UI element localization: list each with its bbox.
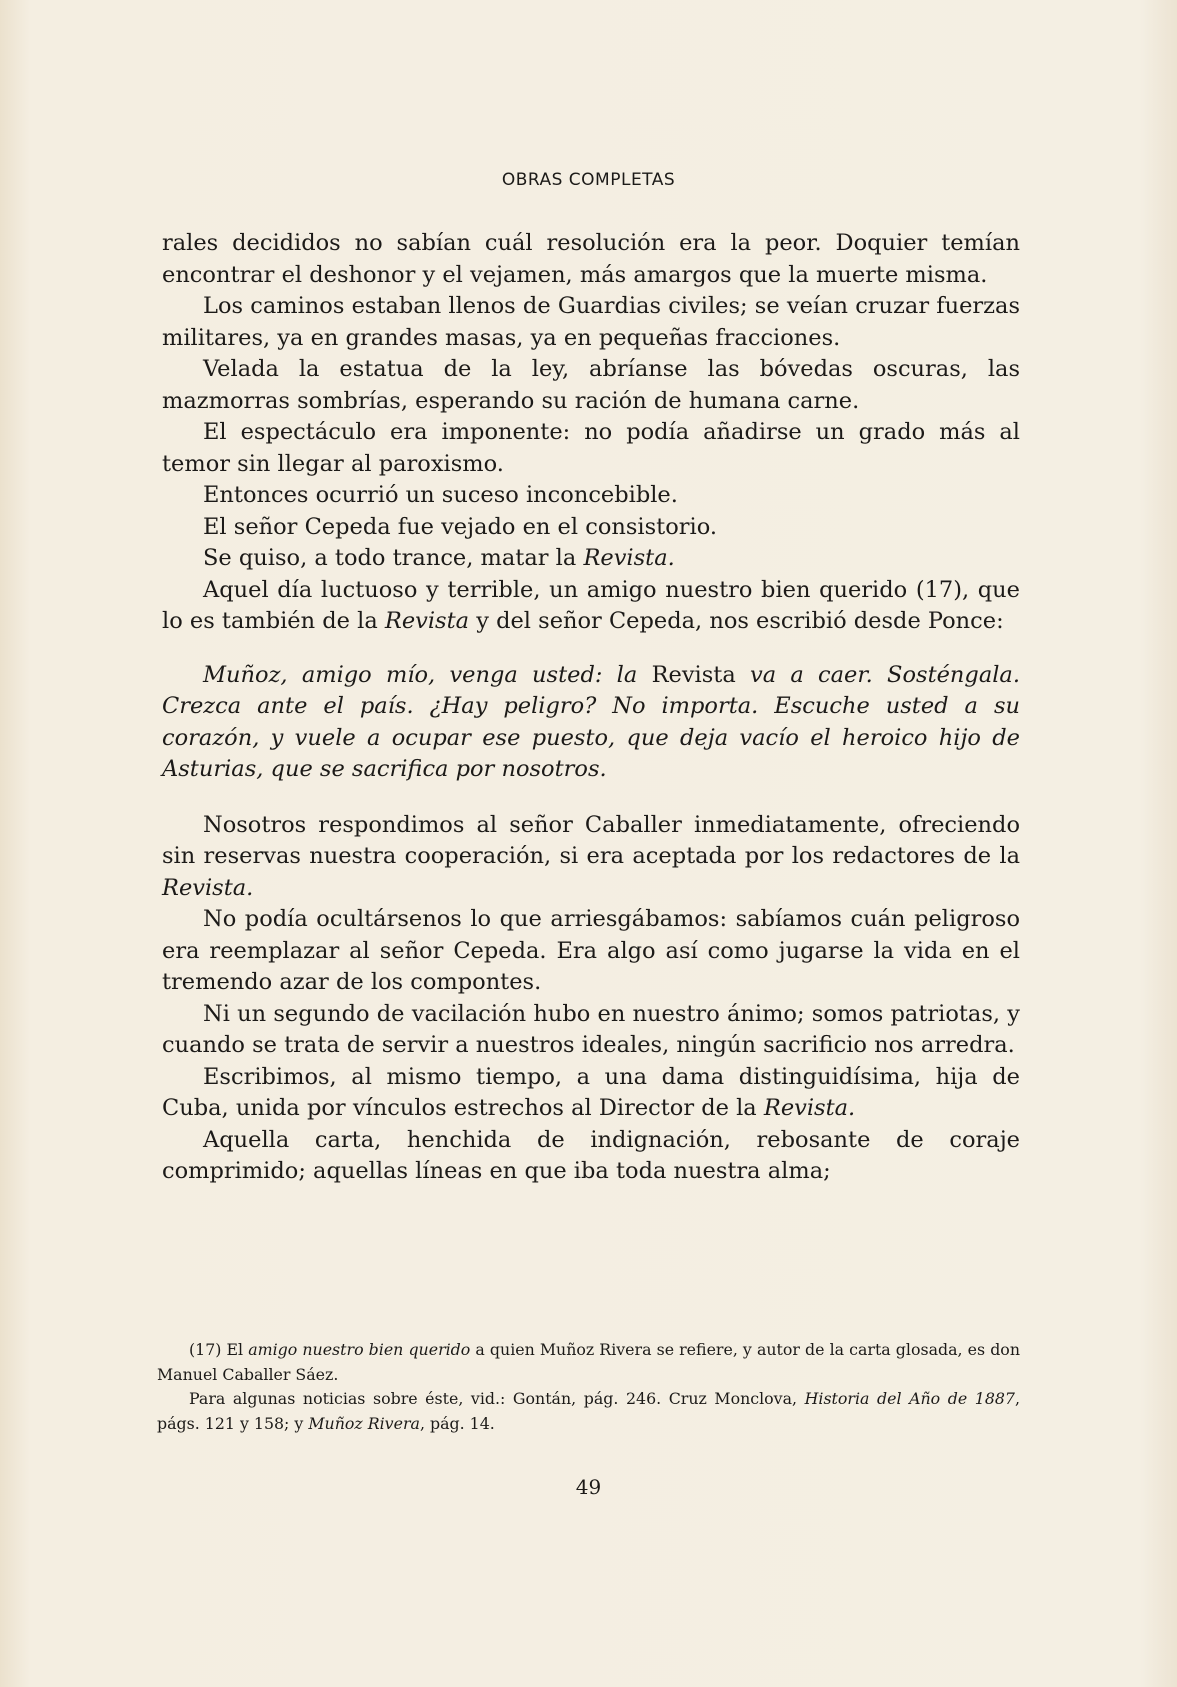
text-run: y del señor Cepeda, nos escribió desde Ponce: xyxy=(469,608,1004,634)
paragraph: Los caminos estaban llenos de Guardias civiles; se veían cruzar fuerzas militares, ya en grandes masas, ya en pequeñas fracciones. xyxy=(162,293,1020,351)
paragraph xyxy=(162,543,1020,575)
text-run: Escribimos, al mismo tiempo, a una dama distinguidísima, hija de Cuba, unida por vínculos estrechos al Director de la xyxy=(162,1063,1020,1121)
page-number: 49 xyxy=(575,1475,602,1499)
upright-title: Revista xyxy=(651,661,736,688)
paragraph xyxy=(162,575,1020,638)
text-run: Para algunas noticias sobre éste, vid.: Gontán, pág. 246. Cruz Monclova, xyxy=(189,1389,805,1408)
paragraph xyxy=(162,810,1020,905)
footnote xyxy=(157,1338,1020,1387)
italic-title: Revista. xyxy=(583,545,675,571)
italic-title: Revista. xyxy=(162,874,254,901)
paragraph: No podía ocultársenos lo que arriesgábamos: sabíamos cuán peligroso era reemplazar al señor Cepeda. Era algo así como jugarse la vida en el tremendo azar de los compontes. xyxy=(162,906,1020,995)
paragraph: rales decididos no sabían cuál resolución era la peor. Doquier temían encontrar el deshonor y el vejamen, más amargos que la muerte misma. xyxy=(162,230,1020,288)
italic-title: Historia del Año de 1887 xyxy=(804,1389,1015,1408)
text-run: Nosotros respondimos al señor Caballer inmediatamente, ofreciendo sin reservas nuestra cooperación, si era aceptada por los redactores de la xyxy=(162,811,1020,869)
text-run: Se quiso, a todo trance, matar la xyxy=(203,545,584,571)
paragraph: El espectáculo era imponente: no podía añadirse un grado más al temor sin llegar al paroxismo. xyxy=(162,419,1020,477)
running-header: OBRAS COMPLETAS xyxy=(501,170,676,190)
paragraph: Aquella carta, henchida de indignación, rebosante de coraje comprimido; aquellas líneas en que iba toda nuestra alma; xyxy=(162,1126,1020,1184)
text-run: Muñoz, amigo mío, venga usted: la xyxy=(203,661,652,688)
italic-text: amigo nuestro bien querido xyxy=(248,1340,471,1359)
main-text xyxy=(162,228,1020,1188)
paragraph: Ni un segundo de vacilación hubo en nuestro ánimo; somos patriotas, y cuando se trata de servir a nuestros ideales, ningún sacrificio nos arredra. xyxy=(162,1000,1020,1058)
text-run: (17) El xyxy=(189,1340,249,1359)
quoted-letter xyxy=(162,660,1020,786)
paragraph xyxy=(162,1062,1020,1125)
text-run: , pág. 14. xyxy=(419,1413,495,1433)
paragraph: El señor Cepeda fue vejado en el consistorio. xyxy=(203,513,717,540)
text-run: , págs. 121 y 158; y xyxy=(157,1389,1021,1433)
text-run: a quien Muñoz Rivera se refiere, y autor de la carta glosada, es don Manuel Caballer Sáez. xyxy=(157,1340,1020,1384)
footnotes xyxy=(157,1338,1020,1436)
text-run: Aquel día luctuoso y terrible, un amigo nuestro bien querido (17), que lo es también de la xyxy=(162,576,1020,634)
italic-title: Revista xyxy=(384,608,470,634)
footnote xyxy=(157,1387,1020,1436)
italic-title: Revista. xyxy=(763,1095,856,1121)
text-run: va a caer. Sosténgala. Crezca ante el país. ¿Hay peligro? No importa. Escuche usted a su corazón, y vuele a ocupar ese puesto, que deja vacío el heroico hijo de Asturias, que se sacrifica por nosotros. xyxy=(162,661,1020,782)
paragraph: Velada la estatua de la ley, abríanse las bóvedas oscuras, las mazmorras sombrías, esperando su ración de humana carne. xyxy=(162,356,1020,414)
italic-title: Muñoz Rivera xyxy=(308,1413,420,1433)
paragraph: Entonces ocurrió un suceso inconcebible. xyxy=(203,482,678,508)
